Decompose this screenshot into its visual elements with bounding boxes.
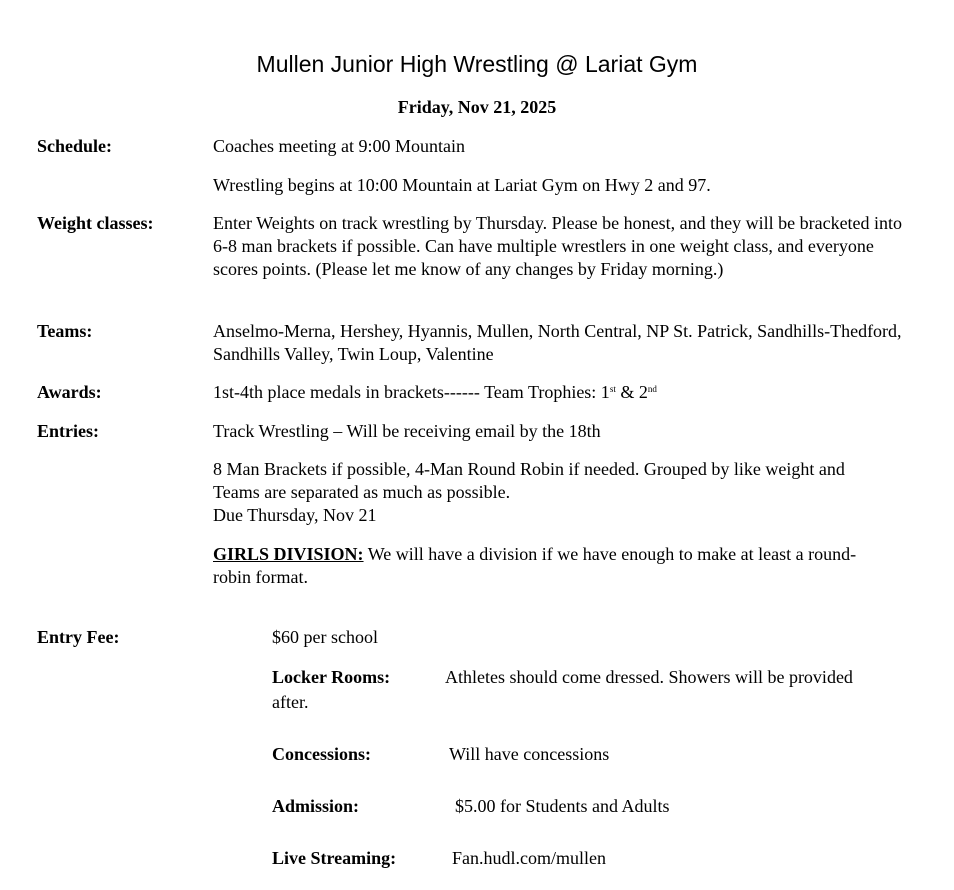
- admission-label: Admission:: [272, 796, 360, 816]
- awards-sup-2: nd: [647, 384, 657, 394]
- girls-division-line-2: robin format.: [213, 567, 308, 587]
- girls-division-heading: GIRLS DIVISION:: [213, 544, 364, 564]
- entries-para-line-3: Due Thursday, Nov 21: [213, 505, 377, 525]
- entries-line-1: Track Wrestling – Will be receiving email by the 18th: [213, 421, 601, 441]
- awards-text: [213, 381, 928, 404]
- awards-label: Awards:: [37, 382, 102, 402]
- locker-rooms-value-cont: after.: [272, 692, 309, 712]
- girls-division-text: We will have a division if we have enough to make at least a round-: [363, 544, 857, 564]
- teams-label: Teams:: [37, 321, 93, 341]
- document-date: Friday, Nov 21, 2025: [397, 97, 557, 117]
- concessions-label: Concessions:: [272, 744, 372, 764]
- awards-sup-1: st: [609, 384, 616, 394]
- locker-rooms-value: Athletes should come dressed. Showers will be provided: [445, 667, 853, 687]
- schedule-line-1: Coaches meeting at 9:00 Mountain: [213, 136, 465, 156]
- girls-division: [213, 543, 928, 589]
- teams-text: Anselmo-Merna, Hershey, Hyannis, Mullen, North Central, NP St. Patrick, Sandhills-Thedford, Sandhills Valley, Twin Loup, Valentine: [213, 321, 902, 364]
- weight-classes-label: Weight classes:: [37, 213, 154, 233]
- concessions-value: Will have concessions: [449, 744, 610, 764]
- entry-fee-value: $60 per school: [272, 627, 378, 647]
- entries-para-line-1: 8 Man Brackets if possible, 4-Man Round Robin if needed. Grouped by like weight and: [213, 459, 845, 479]
- entries-para-line-2: Teams are separated as much as possible.: [213, 482, 511, 502]
- live-streaming-value: Fan.hudl.com/mullen: [452, 848, 606, 868]
- schedule-label: Schedule:: [37, 136, 113, 156]
- locker-rooms-label: Locker Rooms:: [272, 667, 391, 687]
- awards-amp-text: & 2: [615, 382, 648, 402]
- girls-division-line-1: [213, 543, 928, 566]
- weight-classes-text: Enter Weights on track wrestling by Thursday. Please be honest, and they will be bracketed into 6-8 man brackets if possible. Can have multiple wrestlers in one weight class, and everyone scores points. (Please let me know of any changes by Friday morning.): [213, 213, 903, 279]
- entry-fee-label: Entry Fee:: [37, 627, 120, 647]
- admission-value: $5.00 for Students and Adults: [455, 796, 670, 816]
- document-title: Mullen Junior High Wrestling @ Lariat Gym: [256, 51, 698, 77]
- awards-main-text: 1st-4th place medals in brackets------ Team Trophies: 1: [213, 382, 610, 402]
- entries-paragraph: [213, 458, 928, 527]
- live-streaming-label: Live Streaming:: [272, 848, 397, 868]
- entries-label: Entries:: [37, 421, 99, 441]
- schedule-line-2: Wrestling begins at 10:00 Mountain at Lariat Gym on Hwy 2 and 97.: [213, 175, 711, 195]
